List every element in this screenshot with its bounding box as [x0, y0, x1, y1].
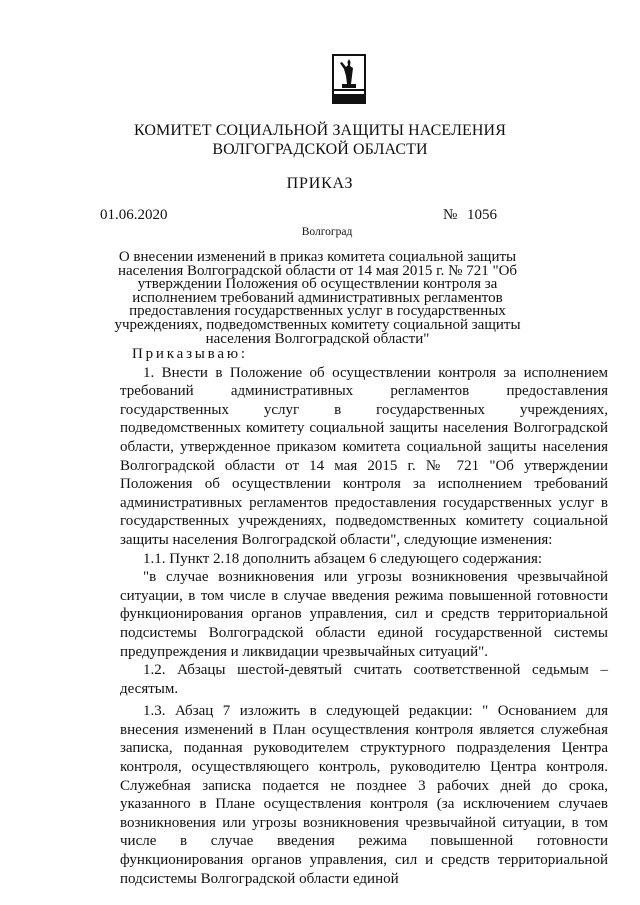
body-paragraph-3: "в случае возникновения или угрозы возникновения чрезвычайной ситуации, в том числе в случае введения режима повышенной готовности функционирования органов управления, сил и средств территориальной подсистемы Волгоградской области единой государственной системы предупреждения и ликвидации чрезвычайных ситуаций". — [120, 569, 608, 660]
document-subject: О внесении изменений в приказ комитета социальной защиты населения Волгоградской области от 14 мая 2015 г. № 721 "Об утверждении Положения об осуществлении контроля за исполнением требований административных регламентов предоставления государственных услуг в государственных учреждениях, подведомственных комитету социальной защиты населения Волгоградской области" — [114, 249, 521, 347]
body-paragraph-4: 1.2. Абзацы шестой-девятый считать соответственной седьмым – десятым. — [120, 662, 608, 697]
document-city: Волгоград — [301, 226, 353, 238]
document-number: № 1056 — [443, 207, 498, 223]
volgograd-coat-of-arms-icon — [332, 54, 366, 104]
organization-name-line-1: КОМИТЕТ СОЦИАЛЬНОЙ ЗАЩИТЫ НАСЕЛЕНИЯ — [134, 122, 506, 139]
document-body — [120, 345, 608, 888]
document-date: 01.06.2020 — [100, 207, 168, 223]
order-heading: Приказываю: — [132, 346, 248, 362]
body-paragraph-2: 1.1. Пункт 2.18 дополнить абзацем 6 следующего содержания: — [143, 550, 543, 567]
body-paragraph-1: 1. Внести в Положение об осуществлении контроля за исполнением требований административных регламентов предоставления государственных услуг в государственных учреждениях, подведомственных комитету социальной защиты населения Волгоградской области, утвержденное приказом комитета социальной защиты населения Волгоградской области от 14 мая 2015 г. № 721 "Об утверждении Положения об осуществлении контроля за исполнением требований административных регламентов предоставления государственных услуг в государственных учреждениях, подведомственных комитету социальной защиты населения Волгоградской области", следующие изменения: — [120, 364, 608, 548]
document-type: ПРИКАЗ — [286, 175, 354, 192]
body-paragraph-5: 1.3. Абзац 7 изложить в следующей редакции: " Основанием для внесения изменений в План осуществления контроля является служебная записка, поданная руководителем структурного подразделения Центра контроля, осуществляющего контроль, руководителю Центра контроля. Служебная записка подается не позднее 3 рабочих дней до срока, указанного в Плане осуществления контроля (за исключением случаев возникновения или угрозы возникновения чрезвычайной ситуации, в том числе в случае введения режима повышенной готовности функционирования органов управления, сил и средств территориальной подсистемы Волгоградской области единой — [120, 703, 608, 887]
organization-name-line-2: ВОЛГОГРАДСКОЙ ОБЛАСТИ — [212, 141, 428, 158]
